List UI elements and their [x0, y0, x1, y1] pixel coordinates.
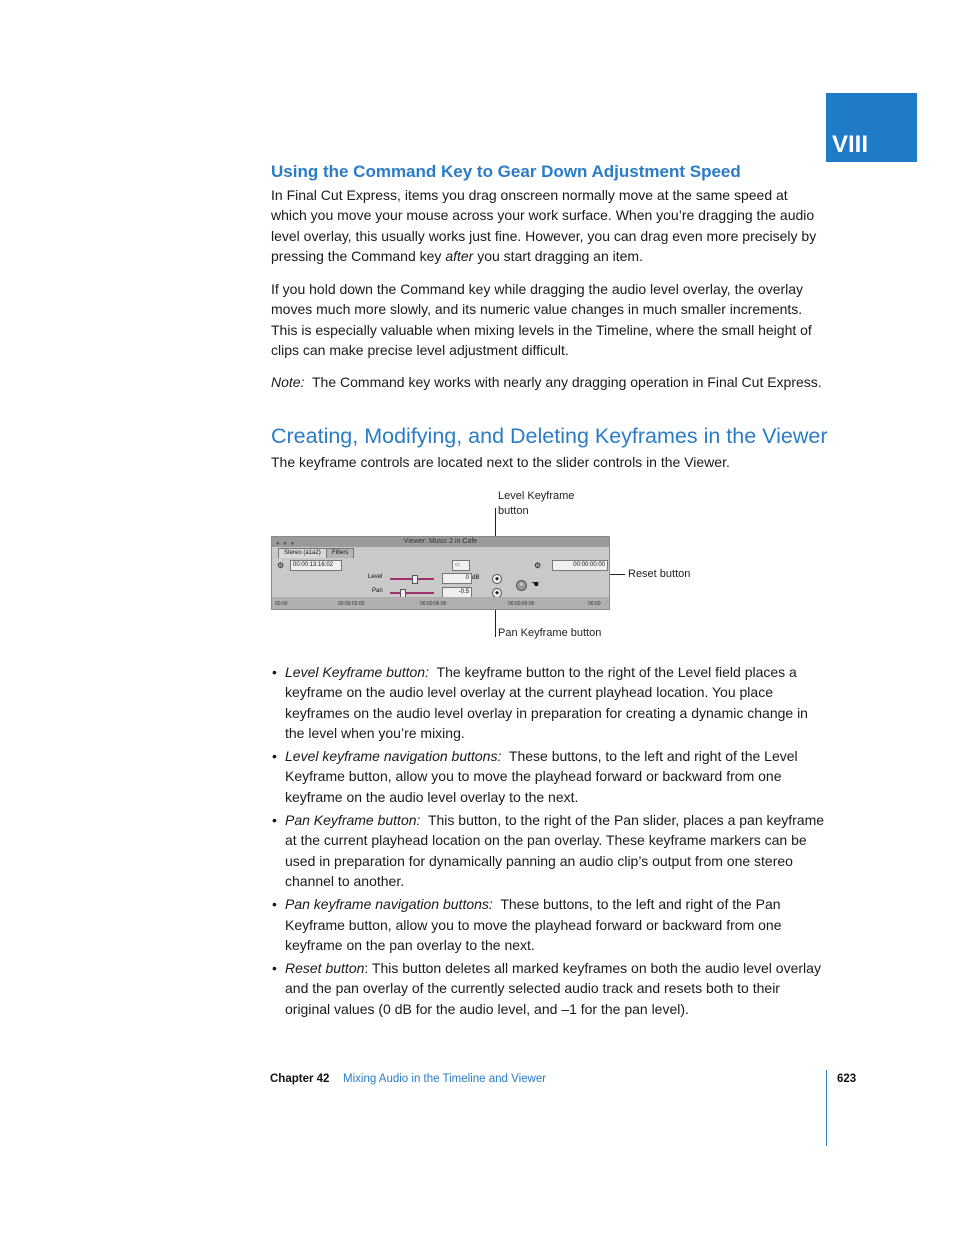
footer-divider — [826, 1070, 827, 1146]
note-text: The Command key works with nearly any dragging operation in Final Cut Express. — [312, 374, 822, 390]
paragraph-text: In Final Cut Express, items you drag onscreen normally move at the same speed at which you move your mouse across your work surface. When you’re dragging the audio level overlay, this usually works just fine. However, you can drag even more precisely by pressing the Command key — [271, 187, 817, 264]
section-heading-command-key: Using the Command Key to Gear Down Adjustment Speed — [271, 162, 741, 181]
emphasis-text: after — [445, 247, 474, 264]
list-item-term: Reset button — [285, 960, 365, 977]
timeline-ruler — [272, 597, 609, 609]
callout-level-keyframe-line2: button — [498, 505, 529, 517]
level-keyframe-button[interactable]: ◆ — [492, 574, 502, 584]
callout-level-keyframe — [498, 489, 574, 519]
list-item-term: Level keyframe navigation buttons: — [285, 748, 502, 765]
ruler-tick: 00:00:06:00 — [420, 601, 447, 607]
list-item-term: Pan keyframe navigation buttons: — [285, 896, 493, 913]
paragraph-keyframes-intro: The keyframe controls are located next to the slider controls in the Viewer. — [271, 454, 730, 470]
viewer-figure — [271, 488, 721, 648]
list-item-term: Pan Keyframe button: — [285, 812, 421, 829]
level-slider-thumb[interactable] — [412, 575, 418, 584]
hand-drag-icon[interactable]: ☚ — [531, 579, 540, 589]
section-heading-keyframes: Creating, Modifying, and Deleting Keyframes in the Viewer — [271, 424, 828, 448]
list-item — [271, 746, 827, 807]
playhead-icon[interactable]: ⚙ — [534, 561, 542, 570]
viewer-window — [271, 536, 610, 610]
note-paragraph — [271, 372, 827, 392]
list-item-text: These buttons, to the left and right of the Pan Keyframe button, allow you to move the playhead forward or backward from one keyframe on the pan overlay to the next. — [285, 896, 782, 953]
callout-level-keyframe-line1: Level Keyframe — [498, 490, 575, 502]
playhead-sync-icon[interactable]: ⚙ — [277, 561, 285, 570]
window-controls[interactable]: ● ● ● — [276, 541, 296, 547]
level-unit: dB — [472, 575, 480, 581]
part-tab-label: VIII — [832, 131, 869, 158]
tab-stereo[interactable]: Stereo (a1a2) — [278, 548, 327, 558]
viewer-title-bar — [272, 537, 609, 547]
level-value-field[interactable]: 0 — [442, 573, 472, 584]
ruler-tick: 00:00:09:00 — [508, 601, 535, 607]
timecode-current-field[interactable]: 00:00:00:00 — [552, 560, 608, 571]
ruler-tick: 00:00 — [275, 601, 288, 607]
list-item — [271, 894, 827, 955]
level-label: Level — [368, 574, 383, 580]
pan-label: Pan — [372, 588, 383, 594]
part-tab — [826, 93, 917, 162]
stereo-pair-button[interactable]: ▭ — [452, 560, 470, 571]
callout-pan-keyframe: Pan Keyframe button — [498, 627, 602, 639]
list-item-text: This button, to the right of the Pan slider, places a pan keyframe at the current playhead location on the pan overlay. These keyframe markers can be used in preparation for dynamically panning an audio clip’s output from one stereo channel to another. — [285, 812, 825, 889]
paragraph-command-key-detail: If you hold down the Command key while dragging the audio level overlay, the overlay moves much more slowly, and its numeric value changes in much smaller increments. This is especially valuable when mixing levels in the Timeline, where the small height of clips can make precise level adjustment difficult. — [271, 281, 812, 358]
list-item-text: These buttons, to the left and right of the Level Keyframe button, allow you to move the playhead forward or backward from one keyframe on the audio level overlay to the next. — [285, 748, 798, 805]
paragraph-text: you start dragging an item. — [473, 247, 643, 264]
ruler-tick: 00:00 — [588, 601, 601, 607]
paragraph-command-key-intro — [271, 185, 827, 266]
pan-slider[interactable] — [390, 592, 434, 594]
list-item-text: : This button deletes all marked keyframes on both the audio level overlay and the pan overlay of the currently selected audio track and resets both to their original values (0 dB for the audio level, and –1 for the pan level). — [285, 960, 821, 1017]
list-item-term: Level Keyframe button: — [285, 664, 429, 680]
list-item — [271, 810, 827, 891]
list-item-text: The keyframe button to the right of the Level field places a keyframe on the audio level overlay at the current playhead location. You place keyframes on the audio level overlay in preparation for creating a dynamic change in the level when you’re mixing. — [285, 664, 808, 741]
reset-button[interactable]: ✕ — [516, 580, 527, 591]
footer-chapter-title[interactable]: Mixing Audio in the Timeline and Viewer — [343, 1073, 547, 1085]
list-item — [271, 958, 827, 1019]
keyframe-controls-list — [271, 662, 827, 1022]
list-item — [271, 662, 827, 743]
timecode-duration-field[interactable]: 00:00:13:16:02 — [290, 560, 342, 571]
viewer-title: Viewer: Music 2 in Cafe — [403, 538, 478, 545]
callout-reset: Reset button — [628, 568, 691, 580]
ruler-tick: 00:00:03:00 — [338, 601, 365, 607]
page-number: 623 — [837, 1073, 857, 1085]
pan-keyframe-button[interactable]: ◆ — [492, 588, 502, 598]
pan-value-field[interactable]: -0.5 — [442, 587, 472, 598]
footer-chapter: Chapter 42 — [270, 1073, 330, 1085]
note-label: Note: — [271, 374, 305, 390]
tab-filters[interactable]: Filters — [326, 548, 354, 558]
